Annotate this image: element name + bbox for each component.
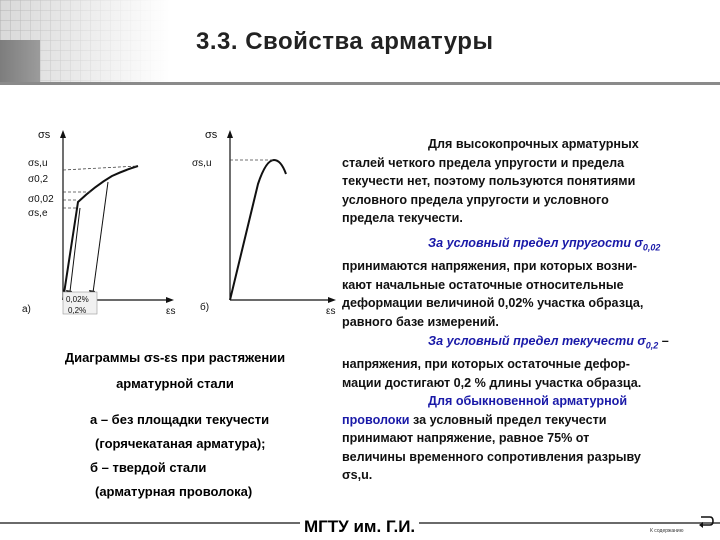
caption-item-a: а – без площадки текучести	[90, 412, 270, 427]
return-arrow-icon[interactable]	[698, 513, 714, 529]
caption-line-2: арматурной стали	[116, 376, 234, 391]
caption-line-1: Диаграммы σs-εs при растяжении	[64, 350, 286, 365]
curve-b	[230, 160, 286, 300]
x-axis-label-a: εs	[166, 306, 176, 317]
title-underline	[0, 82, 720, 85]
intro-line: сталей четкого предела упругости и предела	[342, 155, 625, 170]
elastic-limit-line: кают начальные остаточные относительные	[342, 277, 624, 292]
yield-limit-line: напряжения, при которых остаточные дефор-	[342, 357, 630, 372]
page-title: 3.3. Свойства арматуры	[196, 28, 494, 55]
highlight-term: проволоки	[342, 412, 410, 427]
caption-item-b: б – твердой стали	[90, 460, 207, 475]
panel-letter-b: б)	[200, 302, 210, 313]
yield-limit-heading	[342, 332, 696, 355]
elastic-limit-line: принимаются напряжения, при которых возни-	[342, 259, 637, 274]
elastic-limit-heading	[342, 234, 696, 257]
footer-organization: МГТУ им. Г.И.	[300, 517, 419, 537]
diagram-panel-a	[22, 129, 175, 317]
elastic-limit-line: равного базе измерений.	[342, 314, 499, 329]
paragraph-intro	[342, 135, 696, 228]
tick-label-s002: σ0,02	[28, 194, 54, 205]
y-axis-label-a: σs	[38, 129, 51, 141]
yield-limit-line: мации достигают 0,2 % длины участка образца.	[342, 375, 642, 390]
highlight-term: За условный предел текучести σ	[428, 334, 646, 348]
paragraph-elastic-limit	[342, 234, 696, 331]
caption-item-a-note: (горячекатаная арматура);	[95, 436, 266, 451]
highlight-term: Для обыкновенной арматурной	[428, 394, 628, 409]
tick-label-su: σs,u	[28, 158, 48, 169]
intro-line: предела текучести.	[342, 211, 463, 225]
intro-line: условного предела упругости и условного	[342, 192, 609, 207]
title-grid-decoration	[0, 0, 170, 82]
diagram-panel-b	[192, 129, 336, 317]
subscript: 0,2	[645, 340, 659, 351]
wire-end: σs,u.	[342, 468, 373, 483]
curve-a	[63, 166, 138, 300]
tick-label-s02: σ0,2	[28, 174, 49, 185]
wire-line: величины временного сопротивления разрыву	[342, 449, 641, 464]
caption-item-b-note: (арматурная проволока)	[95, 484, 253, 499]
tick-label-se: σs,e	[28, 208, 48, 219]
tick-label-su-b: σs,u	[192, 158, 212, 169]
box-label-002: 0,2%	[68, 306, 87, 315]
panel-letter-a: а)	[22, 304, 31, 315]
paragraph-yield-limit	[342, 332, 696, 485]
box-label-0002: 0,02%	[66, 295, 89, 304]
wire-line: принимают напряжение, равное 75% от	[342, 431, 590, 446]
elastic-limit-line: деформации величиной 0,02% участка образца,	[342, 296, 644, 311]
intro-line: текучести нет, поэтому пользуются понятиями	[342, 174, 636, 188]
dash: –	[658, 334, 669, 348]
subscript: 0,02	[642, 242, 661, 253]
contents-link[interactable]: К содержанию	[650, 528, 684, 534]
intro-line: Для высокопрочных арматурных	[428, 137, 639, 151]
wire-heading	[342, 392, 696, 411]
stress-strain-diagrams	[0, 120, 342, 320]
y-axis-label-b: σs	[205, 129, 218, 141]
wire-text: за условный предел текучести	[409, 412, 607, 427]
x-axis-label-b: εs	[326, 306, 336, 317]
highlight-term: За условный предел упругости σ	[428, 236, 643, 250]
wire-line	[342, 411, 696, 430]
